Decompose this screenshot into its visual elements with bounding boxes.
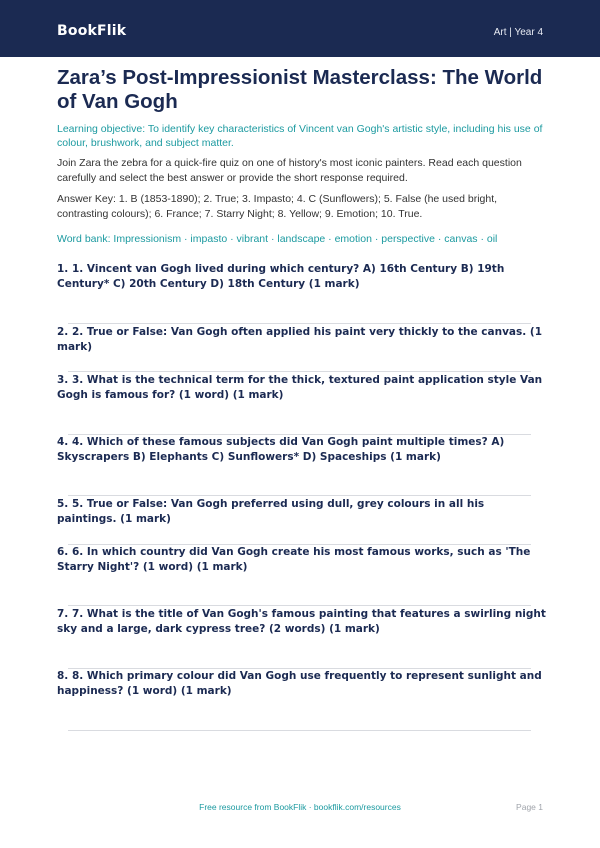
question-3: 3. 3. What is the technical term for the thick, textured paint application style Van Gogh is famous for? (1 word) (1 mark) (57, 374, 543, 401)
question-1: 1. 1. Vincent van Gogh lived during which century? A) 16th Century B) 19th Century* C) 20th Century D) 18th Century (1 mark) (57, 263, 505, 290)
answer-key: Answer Key: 1. B (1853-1890); 2. True; 3. Impasto; 4. C (Sunflowers); 5. False (he used bright, contrasting colours); 6. France; 7. Starry Night; 8. Yellow; 9. Emotion; 10. True. (57, 193, 498, 220)
page-header (0, 0, 600, 57)
learning-objective: Learning objective: To identify key characteristics of Vincent van Gogh's artistic style, including his use of colour, brushwork, and subject matter. (57, 123, 543, 149)
intro-text: Join Zara the zebra for a quick-fire quiz on one of history's most iconic painters. Read each question carefully and select the best answer or provide the short response required. (57, 157, 522, 184)
word-bank: Word bank: Impressionism · impasto · vibrant · landscape · emotion · perspective · canvas · oil (57, 233, 498, 245)
brand-logo-text[interactable]: BookFlik (57, 23, 127, 39)
question-6: 6. 6. In which country did Van Gogh create his most famous works, such as 'The Starry Night'? (1 word) (1 mark) (57, 546, 531, 573)
question-4: 4. 4. Which of these famous subjects did Van Gogh paint multiple times? A) Skyscrapers B) Elephants C) Sunflowers* D) Spaceships (1 mark) (57, 436, 505, 463)
footer-credit[interactable]: Free resource from BookFlik · bookflik.com/resources (199, 802, 401, 812)
question-7: 7. 7. What is the title of Van Gogh's famous painting that features a swirling night sky and a large, dark cypress tree? (2 words) (1 mark) (57, 608, 546, 635)
question-8: 8. 8. Which primary colour did Van Gogh use frequently to represent sunlight and happiness? (1 word) (1 mark) (57, 670, 542, 697)
question-5: 5. 5. True or False: Van Gogh preferred using dull, grey colours in all his paintings. (1 mark) (57, 498, 485, 525)
answer-line-6[interactable] (68, 605, 531, 606)
worksheet-title: Zara’s Post-Impressionist Masterclass: The World of Van Gogh (57, 66, 543, 113)
page-number: Page 1 (516, 802, 543, 812)
answer-line-1[interactable] (68, 323, 531, 324)
answer-line-2[interactable] (68, 371, 531, 372)
question-2: 2. 2. True or False: Van Gogh often applied his paint very thickly to the canvas. (1 mark) (57, 326, 543, 353)
answer-line-8[interactable] (68, 730, 531, 731)
answer-line-4[interactable] (68, 495, 531, 496)
subject-year-label: Art | Year 4 (493, 27, 543, 38)
